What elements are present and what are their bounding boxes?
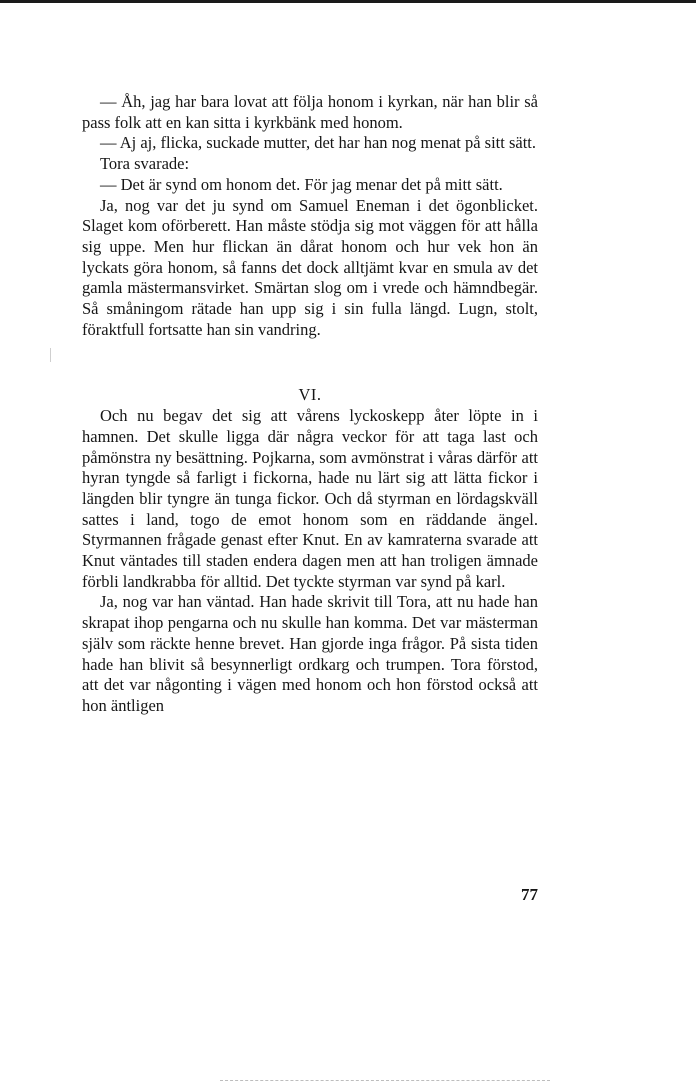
chapter-heading: VI. [298, 385, 322, 405]
dialogue-paragraph-2: — Aj aj, flicka, suckade mutter, det har han nog menat på sitt sätt. [100, 133, 537, 153]
book-page-text [82, 92, 538, 717]
bottom-edge-dash [220, 1080, 550, 1082]
dialogue-paragraph-3: — Det är synd om honom det. För jag menar det på mitt sätt. [100, 174, 503, 194]
narration-paragraph-tora: Tora svarade: [100, 154, 190, 174]
top-edge-rule [0, 0, 696, 3]
chapter-paragraph-2: Ja, nog var han väntad. Han hade skrivit till Tora, att nu hade han skrapat ihop pengarna och nu skulle han komma. Det var mästerman själv som räckte henne brevet. Han gjorde inga frågor. På sista tiden hade han blivit så besynnerligt ordkarg och trumpen. Tora förstod, att det var någonting i vägen med honom och hon förstod också att hon äntligen [82, 592, 538, 715]
dialogue-paragraph-1: — Åh, jag har bara lovat att följa honom i kyrkan, när han blir så pass folk att en kan sitta i kyrkbänk med honom. [82, 92, 538, 132]
chapter-paragraph-1: Och nu begav det sig att vårens lyckoskepp åter löpte in i hamnen. Det skulle ligga där några veckor för att taga last och påmönstra ny besättning. Pojkarna, som avmönstrat i våras därför att hyran tyngde så farligt i fickorna, hade nu lärt sig att lätta fickor i längden blir tyngre än tunga fickor. Och då styrman en lördagskväll sattes i land, togo de emot honom som en räddande ängel. Styrmannen frågade genast efter Knut. En av kamraterna svarade att Knut väntades till staden endera dagen men att han troligen ämnade förbli landkrabba för alltid. Det tyckte styrman var synd på karl. [82, 406, 538, 591]
paper-speck [50, 348, 51, 362]
page-number: 77 [521, 885, 538, 904]
narration-paragraph-samuel: Ja, nog var det ju synd om Samuel Eneman i det ögonblicket. Slaget kom oförberett. Han måste stödja sig mot väggen för att hålla sig uppe. Men hur flickan än dårat honom och hur vek hon än lyckats göra honom, så fanns det dock alltjämt kvar en smula av det gamla mästermansvirket. Smärtan slog om i vrede och hämndbegär. Så småningom rätade han upp sig i sin fulla längd. Lugn, stolt, föraktfull fortsatte han sin vandring. [82, 195, 538, 339]
